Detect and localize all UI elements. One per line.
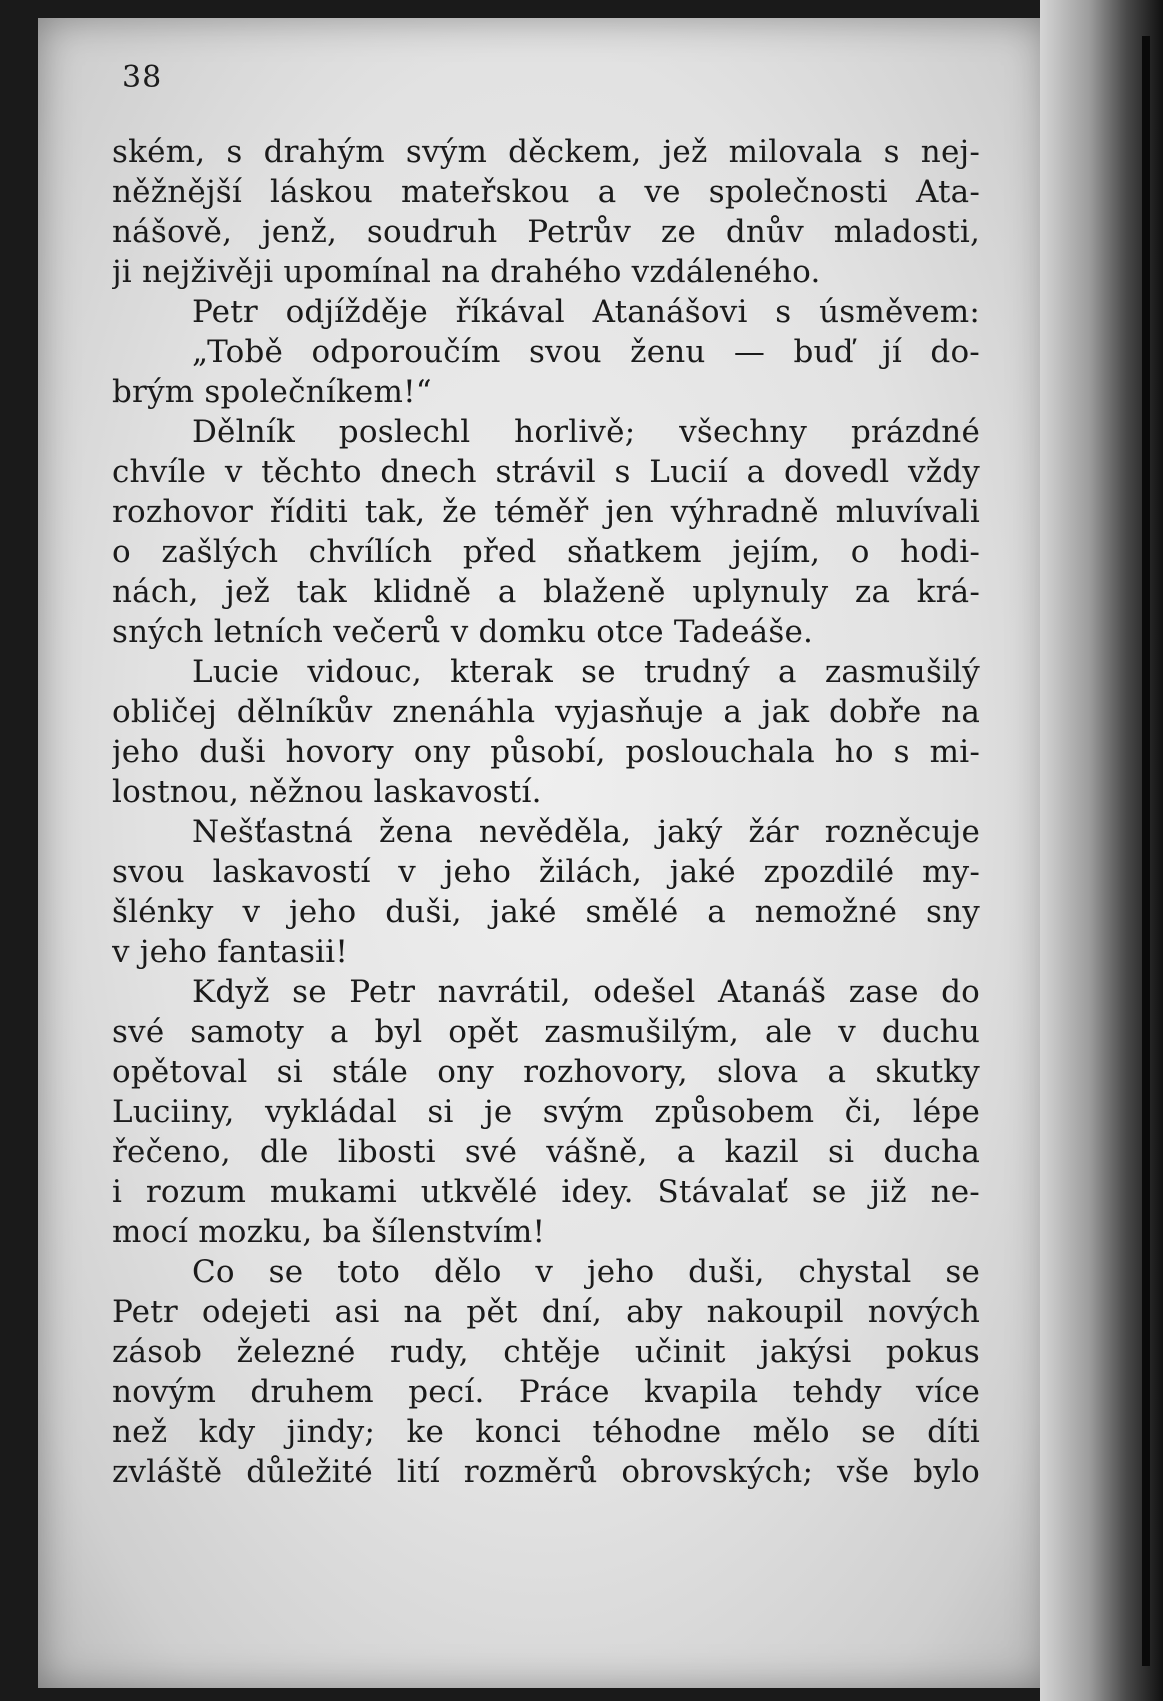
- text-line: Když se Petr navrátil, odešel Atanáš zase do: [192, 974, 980, 1010]
- text-line: mocí mozku, ba šílenstvím!: [112, 1214, 546, 1250]
- text-line: Lucie vidouc, kterak se trudný a zasmušilý: [192, 654, 980, 690]
- text-line: opětoval si stále ony rozhovory, slova a skutky: [112, 1054, 980, 1090]
- text-line: obličej dělníkův znenáhla vyjasňuje a jak dobře na: [112, 694, 980, 730]
- text-line: něžnější láskou mateřskou a ve společnosti Ata-: [112, 174, 980, 210]
- book-binding-edge: [1142, 36, 1150, 1666]
- text-line: Nešťastná žena nevěděla, jaký žár rozněcuje: [192, 814, 980, 850]
- text-line: své samoty a byl opět zasmušilým, ale v duchu: [112, 1014, 980, 1050]
- text-line: zásob železné rudy, chtěje učinit jakýsi pokus: [112, 1334, 980, 1370]
- text-line: Luciiny, vykládal si je svým způsobem či, lépe: [112, 1094, 980, 1130]
- text-line: zvláště důležité lití rozměrů obrovských; vše bylo: [112, 1454, 980, 1490]
- text-line: brým společníkem!“: [112, 374, 432, 410]
- text-line: jeho duši hovory ony působí, poslouchala ho s mi-: [112, 734, 980, 770]
- text-line: než kdy jindy; ke konci téhodne mělo se díti: [112, 1414, 980, 1450]
- text-line: chvíle v těchto dnech strávil s Lucií a dovedl vždy: [112, 454, 980, 490]
- text-line: v jeho fantasii!: [112, 934, 349, 970]
- text-line: i rozum mukami utkvělé idey. Stávalať se již ne-: [112, 1174, 980, 1210]
- text-line: Petr odejeti asi na pět dní, aby nakoupil nových: [112, 1294, 980, 1330]
- text-line: ském, s drahým svým děckem, jež milovala s nej-: [112, 134, 980, 170]
- text-line: rozhovor říditi tak, že téměř jen výhradně mluvívali: [112, 494, 980, 530]
- text-line: novým druhem pecí. Práce kvapila tehdy více: [112, 1374, 980, 1410]
- page-number: 38: [122, 60, 163, 95]
- text-line: svou laskavostí v jeho žilách, jaké zpozdilé my-: [112, 854, 980, 890]
- text-line: ji nejživěji upomínal na drahého vzdáleného.: [112, 254, 821, 290]
- text-line: Petr odjížděje říkával Atanášovi s úsměvem:: [192, 294, 980, 330]
- text-line: nášově, jenž, soudruh Petrův ze dnův mladosti,: [112, 214, 980, 250]
- body-text: [112, 132, 980, 1492]
- text-line: „Tobě odporoučím svou ženu — buď jí do-: [192, 334, 980, 370]
- text-line: Dělník poslechl horlivě; všechny prázdné: [192, 414, 980, 450]
- text-line: o zašlých chvílích před sňatkem jejím, o hodi-: [112, 534, 980, 570]
- text-line: nách, jež tak klidně a blaženě uplynuly za krá-: [112, 574, 980, 610]
- text-line: lostnou, něžnou laskavostí.: [112, 774, 542, 810]
- text-line: sných letních večerů v domku otce Tadeáše.: [112, 614, 814, 650]
- text-line: řečeno, dle libosti své vášně, a kazil si ducha: [112, 1134, 980, 1170]
- text-line: šlénky v jeho duši, jaké smělé a nemožné sny: [112, 894, 980, 930]
- text-line: Co se toto dělo v jeho duši, chystal se: [192, 1254, 980, 1290]
